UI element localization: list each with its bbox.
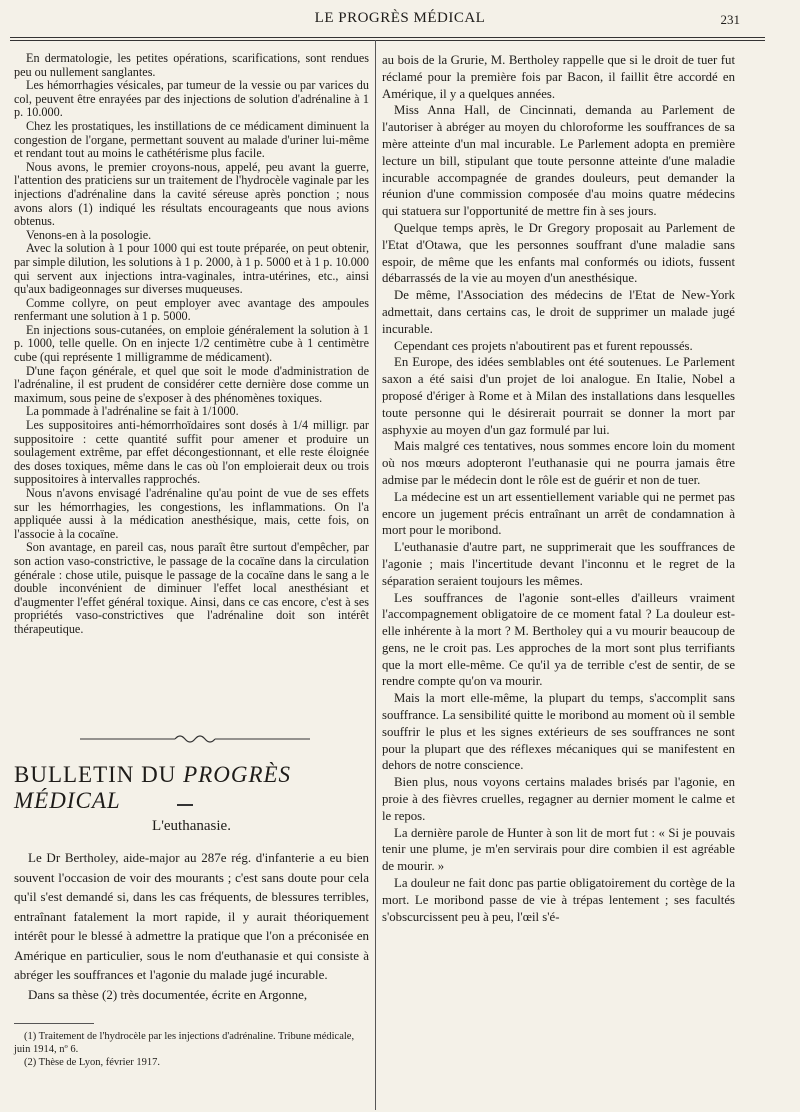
footnote: (2) Thèse de Lyon, février 1917.: [24, 1057, 160, 1068]
paragraph: Venons-en à la posologie.: [26, 227, 152, 242]
paragraph: De même, l'Association des médecins de l'Etat de New-York admettait, dans certains cas, le droit de supprimer un malade jugé incurable.: [382, 288, 735, 336]
running-header: [0, 10, 800, 38]
bulletin-body: [14, 848, 369, 1004]
bulletin-heading-plain: BULLETIN DU: [14, 762, 184, 787]
paragraph: La dernière parole de Hunter à son lit de mort fut : « Si je pouvais tenir une plume, je m'en servirais pour dire combien il est agréable de mourir. »: [382, 825, 735, 874]
footnote: (1) Traitement de l'hydrocèle par les injections d'adrénaline. Tribune médicale, juin 1914, nº 6.: [14, 1031, 355, 1055]
left-column: [14, 52, 369, 637]
paragraph: Mais la mort elle-même, la plupart du temps, s'accomplit sans souffrance. La sensibilité quitte le moribond au moment où il semble souffrir le plus et les signes extérieurs de ses souffrances ne sont pour la plupart que des réflexes mécaniques qui se manifestent en dehors de notre conscience.: [382, 691, 735, 773]
paragraph: En Europe, des idées semblables ont été soutenues. Le Parlement saxon a été saisi d'un projet de loi analogue. En Italie, Nobel a proposé d'ériger à Rome et à Milan des installations dans lesquelles toute personne qui le désirerait pourrait se donner la mort par asphyxie au moyen d'un gaz formulé par lui.: [382, 355, 735, 437]
paragraph: Les souffrances de l'agonie sont-elles d'ailleurs vraiment l'accompagnement obligatoire de ce moment fatal ? La douleur est-elle inhérente à la mort ? M. Bertholey qui a vu mourir beaucoup de gens, ne le croit pas. Les approches de la mort sont plus terrifiants que la mort elle-même. Ce qu'il ya de terrible c'est de sentir, de se rendre compte qu'on va mourir.: [382, 590, 735, 689]
paragraph: La médecine est un art essentiellement variable qui ne permet pas encore un jugement précis entraînant un arrêt de condamnation à mort pour le moribond.: [382, 489, 735, 538]
article-title: L'euthanasie.: [152, 818, 231, 834]
paragraph: La douleur ne fait donc pas partie obligatoirement du cortège de la mort. Le moribond passe de vie à trépas lentement ; ses facultés s'obscurcissent peu à peu, l'œil s'é-: [382, 876, 735, 924]
ornament-divider: [80, 733, 310, 750]
footnotes: [14, 1030, 369, 1069]
paragraph: En dermatologie, les petites opérations, scarifications, sont rendues peu ou nullement sanglantes.: [14, 51, 369, 79]
paragraph: Mais malgré ces tentatives, nous sommes encore loin du moment où nos mœurs adopteront l'euthanasie qui ne pourra jamais être admise par le médecin dont le rôle est de guérir et non de tuer.: [382, 439, 735, 487]
column-divider: [375, 40, 376, 1110]
page-number: 231: [720, 12, 740, 27]
paragraph: Chez les prostatiques, les instillations de ce médicament diminuent la congestion de l'organe, permettant souvent au malade d'uriner lui-même et rendant tout au moins le cathétérisme plus facile.: [14, 118, 369, 161]
paragraph: au bois de la Grurie, M. Bertholey rappelle que si le droit de tuer fut réclamé pour la première fois par Bacon, il faillit être accordé en Amérique, il y a quelques années.: [382, 53, 735, 101]
paragraph: Bien plus, nous voyons certains malades brisés par l'agonie, en proie à des fièvres cruelles, regagner au dernier moment le calme et le repos.: [382, 775, 735, 823]
ornament-line-icon: [80, 733, 310, 745]
paragraph: Quelque temps après, le Dr Gregory proposait au Parlement de l'Etat d'Otawa, que les personnes souffrant d'une maladie sans espoir, de même que les enfants mal conformés ou idiots, fussent débarrassés de la vie au moyen d'un anesthésique.: [382, 220, 735, 286]
bulletin-heading-italic: PROGRÈS MÉDICAL: [14, 762, 292, 813]
paragraph: Les hémorrhagies vésicales, par tumeur de la vessie ou par varices du col, peuvent être enrayées par des injections de solution d'adrénaline à 1 p. 10.000.: [14, 78, 369, 120]
paragraph: Avec la solution à 1 pour 1000 qui est toute préparée, on peut obtenir, par simple dilution, les solutions à 1 p. 2000, à 1 p. 5000 et à 1 p. 10.000 qui servent aux injections intra-vaginales, intra-utérines, etc., ainsi qu'aux badigeonnages sur diverses muqueuses.: [14, 241, 369, 297]
paragraph: Les suppositoires anti-hémorrhoïdaires sont dosés à 1/4 milligr. par suppositoire : cette quantité suffit pour amener et produire un soulagement extrême, par effet décongestionnant, et elle reste éloignée des doses toxiques, même dans le cas où l'on emploierait deux ou trois suppositoires à intervalles rapprochés.: [14, 418, 369, 487]
header-rule: [10, 37, 765, 38]
paragraph: Cependant ces projets n'aboutirent pas et furent repoussés.: [394, 338, 693, 353]
paragraph: Nous n'avons envisagé l'adrénaline qu'au point de vue de ses effets sur les hémorrhagies, les congestions, les inflammations. On l'a appliquée aussi à la médication anesthésique, mais, cette fois, on l'associe à la cocaïne.: [14, 486, 369, 541]
paragraph: Son avantage, en pareil cas, nous paraît être surtout d'empêcher, par son action vaso-constrictive, le passage de la cocaïne dans la circulation générale : chose utile, puisque le passage de la cocaïne dans le sang a le double inconvénient de diminuer l'effet local anesthésiant et d'augmenter l'effet général toxique. Ainsi, dans ce cas encore, c'est à ses propriétés vaso-constrictives que l'adrénaline doit son intérêt thérapeutique.: [14, 540, 369, 636]
bulletin-heading: [14, 762, 369, 814]
paragraph: Nous avons, le premier croyons-nous, appelé, peu avant la guerre, l'attention des praticiens sur un traitement de l'hydrocèle vaginale par les injections d'adrénaline dans la cavité séreuse après ponction ; nous avons alors (1) indiqué les résultats encourageants que nous avions obtenus.: [14, 159, 369, 229]
paragraph: Miss Anna Hall, de Cincinnati, demanda au Parlement de l'autoriser à abréger au moyen du chloroforme les souffrances de sa mère atteinte d'un mal incurable. Le Parlement adopta en première lecture un bill, stipulant que toute personne atteinte d'une maladie incurable accompagnée de grandes douleurs, peut demander la réunion d'une commission composée d'au moins quatre médecins qui statuera sur l'opportunité de mettre fin à ses jours.: [382, 103, 735, 219]
paragraph: Dans sa thèse (2) très documentée, écrite en Argonne,: [28, 986, 308, 1002]
paragraph: Comme collyre, on peut employer avec avantage des ampoules renfermant une solution à 1 p. 5000.: [14, 295, 369, 324]
header-rule-double: [10, 40, 765, 41]
paragraph: D'une façon générale, et quel que soit le mode d'administration de l'adrénaline, il est prudent de considérer cette dernière dose comme un maximum, sous peine de s'exposer à des phénomènes toxiques.: [14, 363, 369, 405]
paragraph: La pommade à l'adrénaline se fait à 1/1000.: [26, 404, 239, 419]
paragraph: En injections sous-cutanées, on emploie généralement la solution à 1 p. 1000, telle quelle. On en injecte 1/2 centimètre cube à 1 centimètre cube (qui représente 1 milligramme de médicament).: [14, 322, 369, 365]
footnote-rule: [14, 1023, 94, 1024]
paragraph: L'euthanasie d'autre part, ne supprimerait que les souffrances de l'agonie ; mais l'incertitude devant l'inconnu et le regret de la séparation seraient toujours les mêmes.: [382, 540, 735, 588]
right-column: [382, 52, 735, 925]
journal-title: LE PROGRÈS MÉDICAL: [314, 10, 486, 26]
paragraph: Le Dr Bertholey, aide-major au 287e rég. d'infanterie a eu bien souvent l'occasion de voir des mourants ; c'est sans doute pour cela qu'il s'est demandé si, dans les cas fréquents, de blessures terribles, entraînant fatalement la mort rapide, il y aurait théoriquement intérêt pour le blessé à admettre la pratique que l'on a préconisée en Amérique en particulier, sous le nom d'euthanasie et qui consiste à abréger les souffrances et l'agonie du malade jugé incurable.: [14, 850, 369, 982]
heading-dash: [177, 804, 193, 806]
